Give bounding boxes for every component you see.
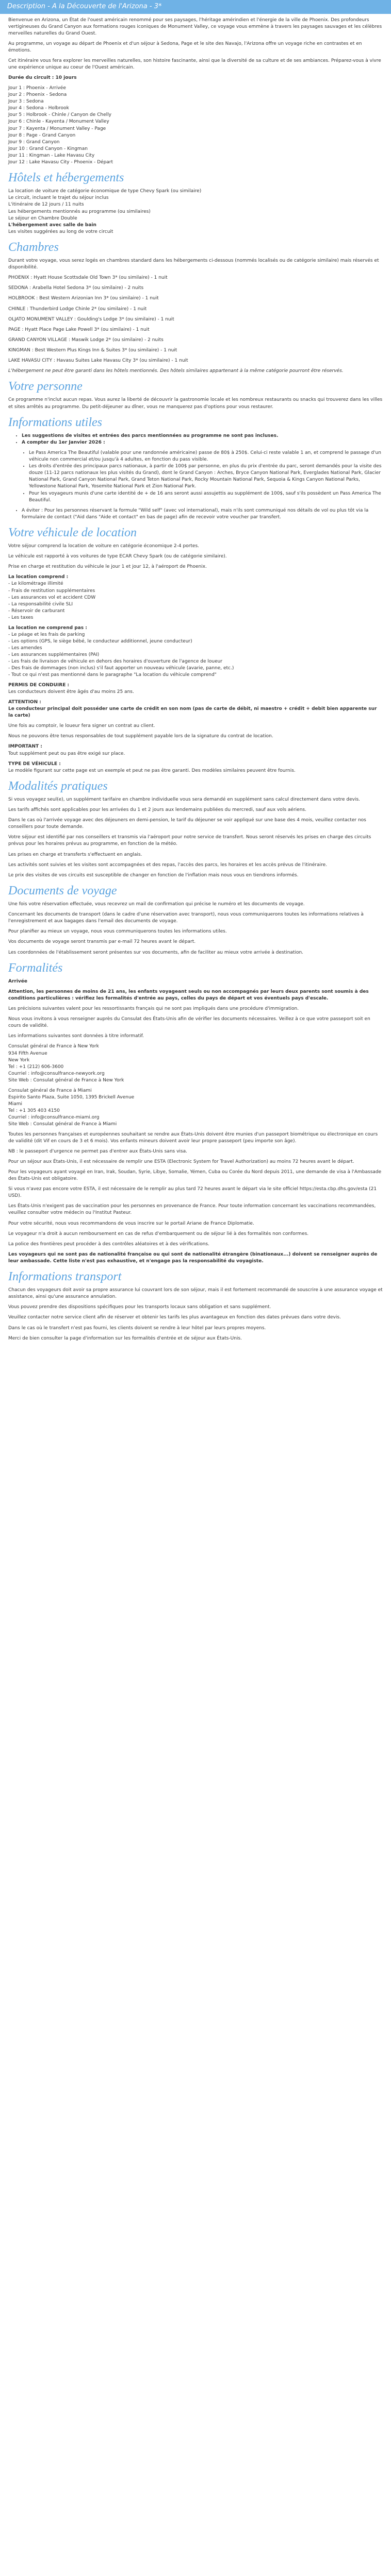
hotel-entry: CHINLE : Thunderbird Lodge Chinle 2* (ou similaire) - 1 nuit xyxy=(8,306,147,312)
chambres-heading: Chambres xyxy=(8,240,59,254)
hotel-entry: LAKE HAVASU CITY : Havasu Suites Lake Havasu City 3* (ou similaire) - 1 nuit xyxy=(8,358,188,363)
itinerary-item: Jour 4 : Sedona - Holbrook xyxy=(8,106,69,111)
attention-text: Nous ne pouvons être tenus responsables de tout supplément payable lors de la signature du contrat de location. xyxy=(8,734,273,739)
location-item: - Les taxes xyxy=(8,615,34,620)
infos-heading: Informations utiles xyxy=(8,415,103,429)
documents-text: Une fois votre réservation effectuée, vous recevrez un mail de confirmation qui précise le numéro et les documents de voyage. xyxy=(8,902,305,907)
non-comprend-item: - Les amendes xyxy=(8,645,42,651)
consulat-line: Consulat général de France à Miami xyxy=(8,1088,92,1093)
consulat-line: Miami xyxy=(8,1101,23,1107)
hotels-intro-line: Les hébergements mentionnés au programme (ou similaires) xyxy=(8,209,151,214)
location-item: - Frais de restitution supplémentaires xyxy=(8,588,95,594)
formalites-text: Attention, les personnes de moins de 21 ans, les enfants voyageant seuls ou non accompagnés par leurs deux parents sont soumis à des conditions particulières : vérifiez les formalités d'entrée au pays, celles du pays de départ et vos éventuels pays d'escale. xyxy=(8,989,369,1002)
duration-text: Durée du circuit : 10 jours xyxy=(8,75,77,81)
modalites-text: Votre séjour est identifié par nos conseillers et transmis via l'aéroport pour notre service de transfert. Nous seront réservés les prises en charge des circuits prévus pour les horaires prévus au programme, en fonction de la météo. xyxy=(8,835,371,847)
intro-paragraph: Bienvenue en Arizona, un État de l'ouest américain renommé pour ses paysages, l'héritage amérindien et l'énergie de la ville de Phoenix. Des profondeurs vertigineuses du Grand Canyon aux formations rouges iconiques de Monument Valley, ce voyage vous emmène à travers les paysages sauvages et les célèbres merveilles naturelles du Grand Ouest. xyxy=(8,17,382,36)
important-text: Tout supplément peut ou pas être exigé sur place. xyxy=(8,751,125,756)
hotel-entry: PHOENIX : Hyatt House Scottsdale Old Town 3* (ou similaire) - 1 nuit xyxy=(8,275,168,281)
consulat-line: Courriel : info@consulfrance-miami.org xyxy=(8,1114,100,1120)
itinerary-item: Jour 11 : Kingman - Lake Havasu City xyxy=(8,152,95,158)
transport-text: Vous pouvez prendre des dispositions spécifiques pour les transports locaux sans obligation et sans supplément. xyxy=(8,1304,271,1310)
documents-text: Concernant les documents de transport (dans le cadre d'une réservation avec transport), nous vous communiquerons toutes les informations relatives à l'enregistrement et aux bagages dans l'email des documents de voyage. xyxy=(8,912,364,924)
non-comprend-item: - Les assurances supplémentaires (PAI) xyxy=(8,652,100,657)
infos-avoid-list xyxy=(8,507,383,521)
formalites-heading: Formalités xyxy=(8,961,63,975)
modalites-text: Les tarifs affichés sont applicables pour les arrivées du 1 et 2 jours aux lendemains publiées du mercredi, sauf aux vols aériens. xyxy=(8,807,306,813)
attention-bold: Le conducteur principal doit posséder une carte de crédit en son nom (pas de carte de débit, ni maestro + crédit + debit bien apparente sur la carte) xyxy=(8,706,377,719)
type-label: TYPE DE VÉHICULE : xyxy=(8,761,61,767)
vehicle-intro: Le véhicule est rapporté à vos voitures de type ECAR Chevy Spark (ou de catégorie similaire). xyxy=(8,554,227,560)
non-comprend-label: La location ne comprend pas : xyxy=(8,625,87,631)
attention-label: ATTENTION : xyxy=(8,700,41,705)
transport-text: Dans le cas où le transfert n'est pas fourni, les clients doivent se rendre à leur hôtel par leurs propres moyens. xyxy=(8,1325,266,1331)
consulat-line: Courriel : info@consulfrance-newyork.org xyxy=(8,1071,105,1076)
formalites-more: Si vous n'avez pas encore votre ESTA, il est nécessaire de le remplir au plus tard 72 heures avant le départ via le site officiel https://esta.cbp.dhs.gov/esta (21 USD). xyxy=(8,1187,377,1199)
formalites-text: Les informations suivantes sont données à titre informatif. xyxy=(8,1033,144,1039)
infos-sub-item: • Le Pass America The Beautiful (valable pour une randonnée américaine) passe de 80$ à 250$. Celui-ci reste valable 1 an, et comprend le passage d'un véhicule non commercial et/ou jusqu'à 4 adultes, en fonction du pass visible. xyxy=(29,450,383,463)
votre-personne-text: Ce programme n'inclut aucun repas. Vous aurez la liberté de découvrir la gastronomie locale et les nombreux restaurants ou snacks qui trouverez dans les villes et sites arrêtés au programme. Du petit-déjeuner au dîner, vous ne manquerez pas d'options pour vous restaurer. xyxy=(8,397,383,410)
vehicle-intro: Prise en charge et restitution du véhicule le jour 1 et jour 12, à l'aéroport de Phoenix. xyxy=(8,564,207,570)
location-item: - Les assurances vol et accident CDW xyxy=(8,595,96,600)
non-comprend-item: - Le péage et les frais de parking xyxy=(8,632,85,637)
consulat-line: Tel : +1 305 403 4150 xyxy=(8,1108,60,1113)
page-content xyxy=(0,14,391,1351)
permis-label: PERMIS DE CONDUIRE : xyxy=(8,683,70,688)
infos-sub-item: • Les droits d'entrée des principaux parcs nationaux, à partir de 100$ par personne, en plus du prix d'entrée du parc, seront demandés pour la visite des douze (11-12 parcs nationaux les plus visités du Grand), dont le Grand Canyon : Arches, Bryce Canyon National Park, Everglades National Park, Glacier National Park, Grand Canyon National Park, Grand Teton National Park, Rocky Mountain National Park, Sequoia & Kings Canyon National Parks, Yellowstone National Park, Yosemite National Park et Zion National Park. xyxy=(29,463,383,490)
infos-bullet: • Les suggestions de visites et entrées des parcs mentionnées au programme ne sont pas incluses. xyxy=(22,433,383,439)
hotel-entry: HOLBROOK : Best Western Arizonian Inn 3* (ou similaire) - 1 nuit xyxy=(8,296,159,301)
vehicle-intro: Votre séjour comprend la location de voiture en catégorie économique 2-4 portes. xyxy=(8,544,199,549)
formalites-last: Pour votre sécurité, nous vous recommandons de vous inscrire sur le portail Ariane de France Diplomatie. xyxy=(8,1221,254,1226)
itinerary-item: Jour 6 : Chinle - Kayenta / Monument Valley xyxy=(8,119,109,125)
itinerary-item: Jour 9 : Grand Canyon xyxy=(8,139,60,145)
hotels-heading: Hôtels et hébergements xyxy=(8,171,124,184)
hotels-intro xyxy=(8,188,383,235)
documents-text: Pour planifier au mieux un voyage, nous vous communiquerons toutes les informations utiles. xyxy=(8,929,227,935)
infos-sub-item: • Pour les voyageurs munis d'une carte identité de + de 16 ans seront aussi assujettis au supplément de 100$, sauf s'ils possèdent un Pass America The Beautiful. xyxy=(29,490,383,504)
consulat-line: Consulat général de France à New York xyxy=(8,1044,99,1049)
formalites-text: Les précisions suivantes valent pour les ressortissants français qui ne sont pas impliqués dans une procédure d'immigration. xyxy=(8,1006,299,1012)
hotels-note: L'hébergement ne peut être garanti dans les hôtels mentionnés. Des hôtels similaires appartenant à la même catégorie pourront être réservés. xyxy=(8,368,344,374)
location-item: - Le kilométrage illimité xyxy=(8,581,63,587)
modalites-text: Le prix des visites de vos circuits est susceptible de changer en fonction de l'inflation mais nous vous en tiendrons informés. xyxy=(8,872,299,878)
hotel-entry: SEDONA : Arabella Hotel Sedona 3* (ou similaire) - 2 nuits xyxy=(8,285,144,291)
infos-sublist xyxy=(8,450,383,503)
documents-heading: Documents de voyage xyxy=(8,884,117,897)
location-item: - La responsabilité civile SLI xyxy=(8,601,73,607)
consulat-line: Site Web : Consulat général de France à New York xyxy=(8,1077,124,1083)
itinerary-item: Jour 10 : Grand Canyon - Kingman xyxy=(8,146,88,151)
hotels-intro-line: L'itinéraire de 12 jours / 11 nuits xyxy=(8,202,84,208)
intro-paragraph: Au programme, un voyage au départ de Phoenix et d'un séjour à Sedona, Page et le site des Navajo, l'Arizona offre un voyage riche en contrastes et en émotions. xyxy=(8,41,362,54)
intro-paragraph: Cet itinéraire vous fera explorer les merveilles naturelles, son histoire fascinante, ainsi que la diversité de sa culture et de ses ambiances. Préparez-vous à vivre une expérience unique au coeur de l'Ouest américain. xyxy=(8,58,381,71)
itinerary-item: Jour 7 : Kayenta / Monument Valley - Page xyxy=(8,126,106,131)
hotels-intro-line: L'hébergement avec salle de bain xyxy=(8,222,96,228)
consulat-line: Site Web : Consulat général de France à Miami xyxy=(8,1121,117,1127)
consulat-line: Tel : +1 (212) 606-3600 xyxy=(8,1064,64,1070)
modalites-text: Les activités sont suivies et les visites sont accompagnées et des repas, l'accès des parcs, les horaires et les accès prévus de l'itinéraire. xyxy=(8,862,328,868)
location-label: La location comprend : xyxy=(8,574,69,580)
modalites-text: Dans le cas où l'arrivée voyage avec des déjeuners en demi-pension, le tarif du déjeuner se voir appliqué sur une base des 4 mois, veuillez contacter nos conseillers pour toute demande. xyxy=(8,818,366,830)
formalites-more: Pour les voyageurs ayant voyagé en Iran, Irak, Soudan, Syrie, Libye, Somalie, Yémen, Cuba ou Corée du Nord depuis 2011, une demande de visa à l'Ambassade des États-Unis est obligatoire. xyxy=(8,1170,382,1182)
hotel-entry: PAGE : Hyatt Place Page Lake Powell 3* (ou similaire) - 1 nuit xyxy=(8,327,150,332)
documents-text: Les coordonnées de l'établissement seront présentes sur vos documents, afin de faciliter au mieux votre arrivée à destination. xyxy=(8,950,304,955)
formalites-last: Les États-Unis n'exigent pas de vaccination pour les personnes en provenance de France. Pour toute information concernant les vaccinations recommandées, veuillez consulter votre médecin ou l'Institut Pasteur. xyxy=(8,1204,376,1216)
itinerary-item: Jour 12 : Lake Havasu City - Phoenix - Départ xyxy=(8,159,113,165)
formalites-last: La police des frontières peut procéder à des contrôles aléatoires et à des vérifications. xyxy=(8,1241,209,1247)
important-label: IMPORTANT : xyxy=(8,744,42,750)
documents-text: Vos documents de voyage seront transmis par e-mail 72 heures avant le départ. xyxy=(8,939,196,945)
non-comprend-item: - Des frais de dommages (non inclus) s'il faut apporter un nouveau véhicule (avarie, panne, etc.) xyxy=(8,666,234,671)
itinerary-item: Jour 5 : Holbrook - Chinle / Canyon de Chelly xyxy=(8,112,111,118)
hotel-entry: GRAND CANYON VILLAGE : Maswik Lodge 2* (ou similaire) - 2 nuits xyxy=(8,337,164,343)
infos-bullet: • A compter du 1er Janvier 2026 : xyxy=(22,439,383,446)
consulat-line: 934 Fifth Avenue xyxy=(8,1050,47,1056)
hotels-intro-line: Le séjour en Chambre Double xyxy=(8,215,77,221)
vehicle-heading: Votre véhicule de location xyxy=(8,526,137,539)
infos-list xyxy=(8,433,383,446)
hotel-entry: KINGMAN : Best Western Plus Kings Inn & Suites 3* (ou similaire) - 1 nuit xyxy=(8,347,177,353)
non-comprend-item: - Les options (GPS, le siège bébé, le conducteur additionnel, jeune conducteur) xyxy=(8,638,192,644)
formalites-more: Toutes les personnes françaises et européennes souhaitant se rendre aux États-Unis doivent être munies d'un passeport biométrique ou électronique en cours de validité (dit Vif en cours de 3 et 6 mois). Vos enfants mineurs doivent avoir leur propre passeport (peu importe son âge). xyxy=(8,1132,378,1144)
formalites-text: Nous vous invitons à vous renseigner auprès du Consulat des États-Unis afin de vérifier les documents nécessaires. Veillez à ce que votre passeport soit en cours de validité. xyxy=(8,1016,370,1029)
transport-heading: Informations transport xyxy=(8,1269,122,1283)
modalites-text: Les prises en charge et transferts s'effectuent en anglais. xyxy=(8,852,142,857)
non-comprend-item: - Tout ce qui n'est pas mentionné dans le paragraphe "La location du véhicule comprend" xyxy=(8,672,217,678)
hotel-entry: OLJATO MONUMENT VALLEY : Goulding's Lodge 3* (ou similaire) - 1 nuit xyxy=(8,316,174,322)
itinerary-item: Jour 1 : Phoenix - Arrivée xyxy=(8,86,66,91)
modalites-text: Si vous voyagez seul(e), un supplément tarifaire en chambre individuelle vous sera demandé en supplément sans calcul directement dans votre devis. xyxy=(8,797,361,803)
location-item: - Réservoir de carburant xyxy=(8,608,65,614)
consulat-line: New York xyxy=(8,1057,30,1063)
voyageurs-note: Les voyageurs qui ne sont pas de nationalité française ou qui sont de nationalité étrangère (binationaux...) doivent se renseigner auprès de leur ambassade. Cette liste n'est pas exhaustive, et n'engage pas la responsabilité du voyagiste. xyxy=(8,1251,378,1264)
hotel-list xyxy=(8,275,383,364)
itinerary-item: Jour 3 : Sedona xyxy=(8,99,44,105)
itinerary-list xyxy=(8,85,383,166)
modalites-heading: Modalités pratiques xyxy=(8,779,108,793)
transport-text: Chacun des voyageurs doit avoir sa propre assurance lui couvrant lors de son séjour, mais il est fortement recommandé de souscrire à une assurance voyage et assistance, ainsi qu'une assurance annulation. xyxy=(8,1287,383,1300)
formalites-more: NB : le passeport d'urgence ne permet pas d'entrer aux États-Unis sans visa. xyxy=(8,1149,187,1155)
votre-personne-heading: Votre personne xyxy=(8,379,83,393)
infos-avoid: • A éviter : Pour les personnes réservant la formule "Wild self" (avec vol international), mais n'ils sont communiqué nos détails de vol ou plus tôt via la formulaire de contact ("Aid dans "Aide et contact" en bas de page) afin de recevoir votre voucher par transfert. xyxy=(22,507,383,521)
hotels-intro-line: La location de voiture de catégorie économique de type Chevy Spark (ou similaire) xyxy=(8,189,202,194)
chambres-text: Durant votre voyage, vous serez logés en chambres standard dans les hébergements ci-dessous (nommés localisés ou de catégorie similaire) mais réservés et disponibilité. xyxy=(8,258,379,270)
intro-section xyxy=(8,17,383,81)
hotels-intro-line: Le circuit, incluant le trajet du séjour inclus xyxy=(8,195,109,201)
type-text: Le modèle figurant sur cette page est un exemple et peut ne pas être garanti. Des modèles similaires peuvent être fournis. xyxy=(8,768,296,773)
page-banner: Description - A la Découverte de l'Arizona - 3* xyxy=(0,0,391,14)
formalites-subheading: Arrivée xyxy=(8,979,28,985)
non-comprend-item: - Les frais de livraison de véhicule en dehors des horaires d'ouverture de l'agence de loueur xyxy=(8,659,223,664)
transport-text: Veuillez contacter notre service client afin de réserver et obtenir les tarifs les plus avantageux en fonction des dates prévues dans votre devis. xyxy=(8,1315,341,1320)
location-list xyxy=(8,581,383,621)
formalites-more: Pour un séjour aux États-Unis, il est nécessaire de remplir une ESTA (Electronic System for Travel Authorization) au moins 72 heures avant le départ. xyxy=(8,1159,354,1165)
transport-text: Merci de bien consulter la page d'information sur les formalités d'entrée et de séjour aux États-Unis. xyxy=(8,1335,242,1341)
formalites-last: Le voyageur n'a droit à aucun remboursement en cas de refus d'embarquement ou de séjour lié à des formalités non conformes. xyxy=(8,1231,309,1236)
hotels-intro-line: Les visites suggérées au long de votre circuit xyxy=(8,229,113,234)
attention-text: Une fois au comptoir, le loueur fera signer un contrat au client. xyxy=(8,723,155,729)
non-comprend-list xyxy=(8,632,383,679)
itinerary-item: Jour 2 : Phoenix - Sedona xyxy=(8,92,67,98)
itinerary-item: Jour 8 : Page - Grand Canyon xyxy=(8,132,76,138)
consulat-block xyxy=(8,1043,383,1083)
consulat-line: Espirito Santo Plaza, Suite 1050, 1395 Brickell Avenue xyxy=(8,1094,135,1100)
permis-text: Les conducteurs doivent être âgés d'au moins 25 ans. xyxy=(8,689,134,695)
consulat-block xyxy=(8,1088,383,1128)
